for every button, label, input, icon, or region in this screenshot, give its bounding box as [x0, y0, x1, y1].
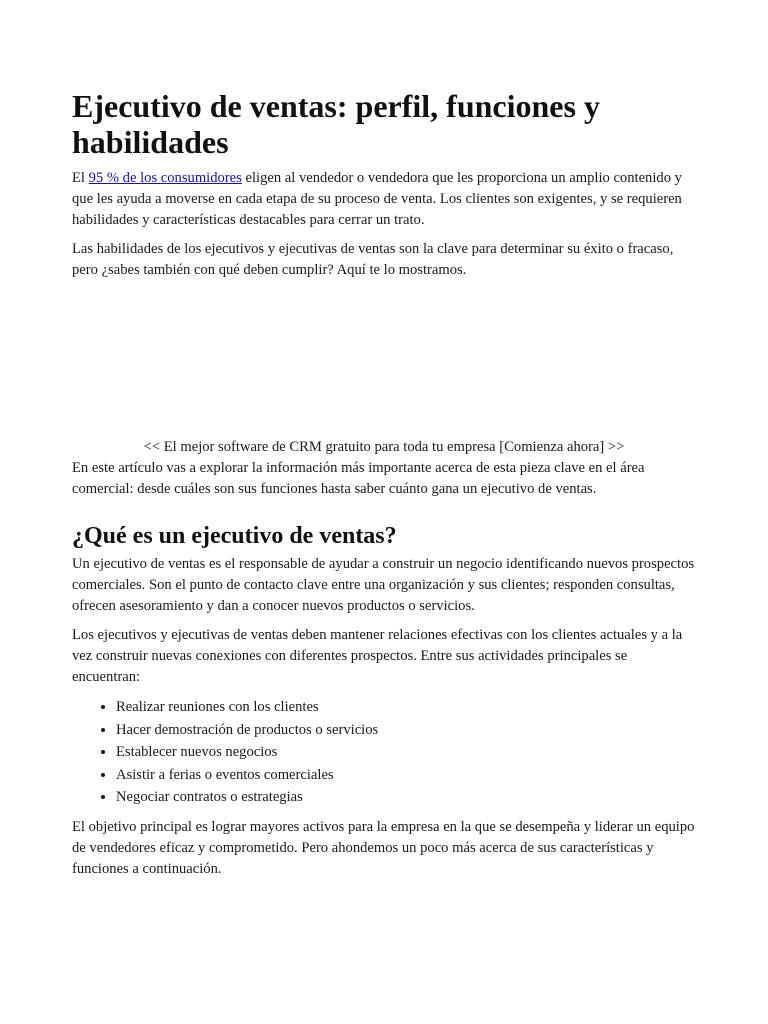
intro-paragraph-1 — [72, 168, 696, 231]
activities-list — [72, 696, 696, 809]
section-what-is — [72, 522, 696, 880]
list-item: • Hacer demostración de productos o servicios — [116, 719, 696, 742]
list-item: • Negociar contratos o estrategias — [116, 786, 696, 809]
article-title: Ejecutivo de ventas: perfil, funciones y habilidades — [72, 88, 600, 160]
section-paragraph-1: Un ejecutivo de ventas es el responsable de ayudar a construir un negocio identificando nuevos prospectos comerciales. Son el punto de contacto clave entre una organización y sus clientes; responden consultas, ofrecen asesoramiento y dan a conocer nuevos productos o servicios. — [72, 556, 695, 614]
consumers-stat-link[interactable]: 95 % de los consumidores — [88, 170, 242, 186]
intro-text-end: eligen al vendedor o vendedora que les proporciona un amplio contenido y que les ayuda a moverse en cada etapa de su proceso de venta. Los clientes son exigentes, y se requieren habilidades y características destacables para cerrar un trato. — [72, 170, 682, 228]
section-paragraph-2: Los ejecutivos y ejecutivas de ventas deben mantener relaciones efectivas con los clientes actuales y a la vez construir nuevas conexiones con diferentes prospectos. Entre sus actividades principales se encuentran: — [72, 627, 683, 685]
crm-cta-link[interactable]: << El mejor software de CRM gratuito para toda tu empresa [Comienza ahora] >> — [143, 439, 625, 455]
blank-space — [72, 289, 696, 437]
intro-text-start: El — [72, 170, 89, 186]
intro-paragraph-2: Las habilidades de los ejecutivos y ejecutivas de ventas son la clave para determinar su éxito o fracaso, pero ¿sabes también con qué deben cumplir? Aquí te lo mostramos. — [72, 241, 674, 278]
list-item: • Realizar reuniones con los clientes — [116, 696, 696, 719]
section-heading: ¿Qué es un ejecutivo de ventas? — [72, 523, 397, 549]
list-item: • Establecer nuevos negocios — [116, 741, 696, 764]
article-overview-paragraph: En este artículo vas a explorar la información más importante acerca de esta pieza clave en el área comercial: desde cuáles son sus funciones hasta saber cuánto gana un ejecutivo de ventas. — [72, 460, 645, 497]
section-paragraph-3: El objetivo principal es lograr mayores activos para la empresa en la que se desempeña y liderar un equipo de vendedores eficaz y comprometido. Pero ahondemos un poco más acerca de sus características y funciones a continuación. — [72, 818, 695, 877]
list-item: • Asistir a ferias o eventos comerciales — [116, 764, 696, 787]
